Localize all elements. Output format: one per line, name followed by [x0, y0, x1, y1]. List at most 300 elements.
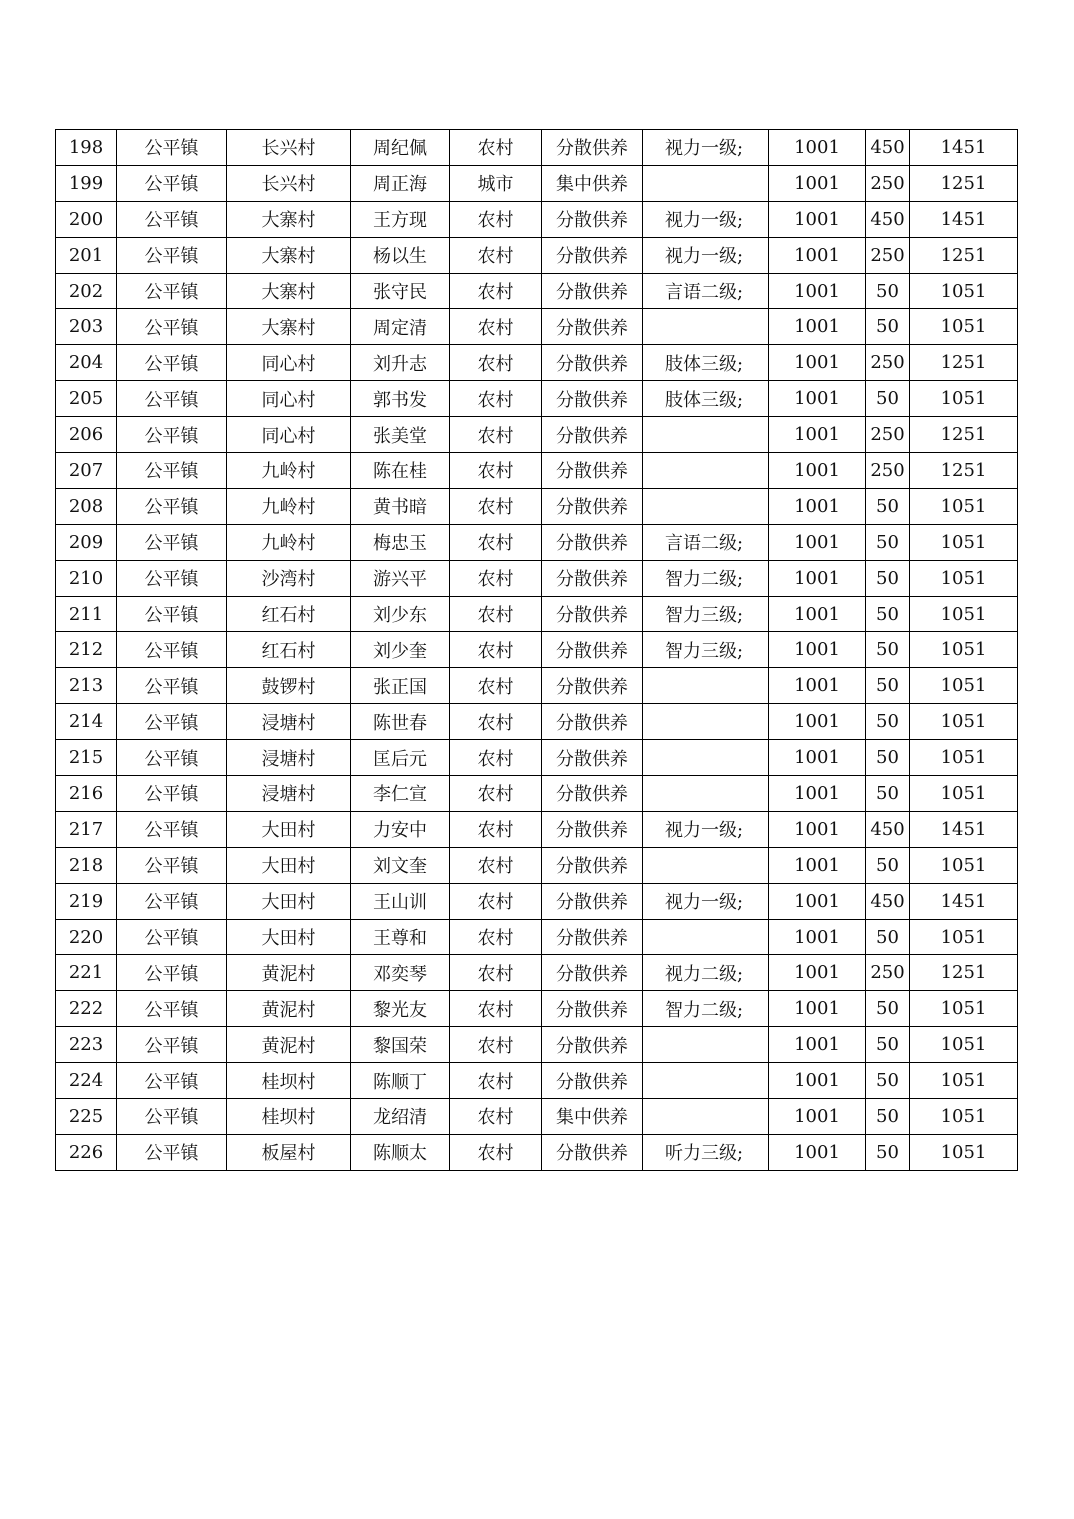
cell-extra-amount: 250 [866, 345, 910, 381]
table-row [56, 453, 1018, 489]
cell-extra-amount: 50 [866, 488, 910, 524]
cell-number: 221 [56, 955, 117, 991]
table-row [56, 237, 1018, 273]
table-row [56, 488, 1018, 524]
cell-disability [643, 776, 769, 812]
table-row [56, 381, 1018, 417]
cell-area-type: 农村 [450, 883, 542, 919]
cell-town: 公平镇 [117, 345, 227, 381]
cell-disability: 视力一级; [643, 811, 769, 847]
cell-disability: 视力二级; [643, 955, 769, 991]
cell-base-amount: 1001 [769, 560, 866, 596]
table-row [56, 847, 1018, 883]
cell-extra-amount: 50 [866, 919, 910, 955]
cell-area-type: 农村 [450, 130, 542, 166]
cell-support-type: 分散供养 [542, 488, 643, 524]
cell-town: 公平镇 [117, 453, 227, 489]
cell-extra-amount: 50 [866, 704, 910, 740]
cell-name: 张正国 [351, 668, 450, 704]
cell-total-amount: 1051 [910, 524, 1018, 560]
cell-total-amount: 1051 [910, 632, 1018, 668]
cell-base-amount: 1001 [769, 1027, 866, 1063]
cell-base-amount: 1001 [769, 704, 866, 740]
cell-disability [643, 668, 769, 704]
cell-disability [643, 847, 769, 883]
cell-area-type: 农村 [450, 740, 542, 776]
cell-base-amount: 1001 [769, 130, 866, 166]
cell-base-amount: 1001 [769, 955, 866, 991]
cell-base-amount: 1001 [769, 309, 866, 345]
cell-village: 大田村 [227, 847, 351, 883]
cell-support-type: 分散供养 [542, 632, 643, 668]
cell-disability: 智力三级; [643, 632, 769, 668]
cell-town: 公平镇 [117, 417, 227, 453]
cell-extra-amount: 50 [866, 309, 910, 345]
cell-village: 黄泥村 [227, 991, 351, 1027]
cell-total-amount: 1051 [910, 1134, 1018, 1170]
cell-number: 208 [56, 488, 117, 524]
cell-support-type: 分散供养 [542, 201, 643, 237]
cell-town: 公平镇 [117, 596, 227, 632]
table-row [56, 417, 1018, 453]
cell-number: 225 [56, 1099, 117, 1135]
cell-extra-amount: 250 [866, 165, 910, 201]
cell-support-type: 分散供养 [542, 381, 643, 417]
cell-support-type: 分散供养 [542, 1134, 643, 1170]
cell-number: 217 [56, 811, 117, 847]
cell-base-amount: 1001 [769, 237, 866, 273]
cell-town: 公平镇 [117, 201, 227, 237]
cell-area-type: 农村 [450, 309, 542, 345]
cell-total-amount: 1051 [910, 1063, 1018, 1099]
table-row [56, 776, 1018, 812]
cell-village: 九岭村 [227, 488, 351, 524]
cell-name: 游兴平 [351, 560, 450, 596]
cell-village: 九岭村 [227, 453, 351, 489]
cell-number: 210 [56, 560, 117, 596]
cell-extra-amount: 450 [866, 201, 910, 237]
cell-total-amount: 1051 [910, 668, 1018, 704]
cell-name: 陈顺丁 [351, 1063, 450, 1099]
cell-town: 公平镇 [117, 237, 227, 273]
cell-town: 公平镇 [117, 130, 227, 166]
cell-support-type: 分散供养 [542, 919, 643, 955]
cell-name: 周正海 [351, 165, 450, 201]
cell-total-amount: 1251 [910, 237, 1018, 273]
cell-number: 226 [56, 1134, 117, 1170]
cell-total-amount: 1051 [910, 596, 1018, 632]
cell-total-amount: 1451 [910, 201, 1018, 237]
cell-support-type: 分散供养 [542, 524, 643, 560]
cell-support-type: 集中供养 [542, 1099, 643, 1135]
cell-extra-amount: 50 [866, 776, 910, 812]
table-row [56, 524, 1018, 560]
table-row [56, 1099, 1018, 1135]
cell-village: 大田村 [227, 811, 351, 847]
cell-support-type: 分散供养 [542, 453, 643, 489]
cell-extra-amount: 50 [866, 991, 910, 1027]
cell-base-amount: 1001 [769, 1063, 866, 1099]
cell-disability: 智力二级; [643, 991, 769, 1027]
cell-area-type: 农村 [450, 201, 542, 237]
table-row [56, 560, 1018, 596]
cell-name: 刘少奎 [351, 632, 450, 668]
cell-total-amount: 1051 [910, 309, 1018, 345]
cell-area-type: 农村 [450, 488, 542, 524]
cell-extra-amount: 250 [866, 453, 910, 489]
cell-name: 王山训 [351, 883, 450, 919]
cell-total-amount: 1251 [910, 955, 1018, 991]
cell-village: 浸塘村 [227, 704, 351, 740]
cell-total-amount: 1051 [910, 847, 1018, 883]
cell-disability: 肢体三级; [643, 381, 769, 417]
cell-base-amount: 1001 [769, 883, 866, 919]
cell-area-type: 农村 [450, 1027, 542, 1063]
cell-extra-amount: 50 [866, 847, 910, 883]
cell-disability: 肢体三级; [643, 345, 769, 381]
cell-name: 杨以生 [351, 237, 450, 273]
cell-extra-amount: 250 [866, 237, 910, 273]
cell-number: 207 [56, 453, 117, 489]
cell-name: 刘文奎 [351, 847, 450, 883]
cell-disability [643, 1027, 769, 1063]
cell-area-type: 农村 [450, 381, 542, 417]
cell-name: 匡后元 [351, 740, 450, 776]
cell-extra-amount: 250 [866, 417, 910, 453]
cell-number: 220 [56, 919, 117, 955]
cell-town: 公平镇 [117, 1099, 227, 1135]
cell-name: 王尊和 [351, 919, 450, 955]
cell-base-amount: 1001 [769, 596, 866, 632]
cell-area-type: 农村 [450, 991, 542, 1027]
cell-total-amount: 1051 [910, 1099, 1018, 1135]
cell-number: 203 [56, 309, 117, 345]
table-row [56, 345, 1018, 381]
cell-extra-amount: 50 [866, 560, 910, 596]
cell-disability [643, 453, 769, 489]
cell-support-type: 集中供养 [542, 165, 643, 201]
table-row [56, 704, 1018, 740]
cell-name: 龙绍清 [351, 1099, 450, 1135]
cell-disability: 智力二级; [643, 560, 769, 596]
cell-support-type: 分散供养 [542, 345, 643, 381]
cell-number: 219 [56, 883, 117, 919]
cell-village: 大寨村 [227, 201, 351, 237]
cell-town: 公平镇 [117, 740, 227, 776]
cell-name: 刘少东 [351, 596, 450, 632]
cell-support-type: 分散供养 [542, 776, 643, 812]
cell-base-amount: 1001 [769, 1099, 866, 1135]
cell-village: 桂坝村 [227, 1063, 351, 1099]
cell-number: 201 [56, 237, 117, 273]
cell-support-type: 分散供养 [542, 237, 643, 273]
cell-town: 公平镇 [117, 381, 227, 417]
cell-extra-amount: 50 [866, 1134, 910, 1170]
cell-number: 198 [56, 130, 117, 166]
cell-number: 211 [56, 596, 117, 632]
cell-village: 黄泥村 [227, 1027, 351, 1063]
table-row [56, 273, 1018, 309]
cell-area-type: 农村 [450, 811, 542, 847]
cell-total-amount: 1051 [910, 560, 1018, 596]
cell-number: 223 [56, 1027, 117, 1063]
cell-area-type: 农村 [450, 704, 542, 740]
cell-disability: 智力三级; [643, 596, 769, 632]
cell-base-amount: 1001 [769, 811, 866, 847]
cell-town: 公平镇 [117, 919, 227, 955]
cell-total-amount: 1251 [910, 417, 1018, 453]
cell-number: 205 [56, 381, 117, 417]
cell-support-type: 分散供养 [542, 847, 643, 883]
records-body [56, 130, 1018, 1171]
cell-town: 公平镇 [117, 273, 227, 309]
cell-extra-amount: 50 [866, 632, 910, 668]
table-row [56, 1134, 1018, 1170]
cell-support-type: 分散供养 [542, 1063, 643, 1099]
cell-disability: 言语二级; [643, 273, 769, 309]
cell-area-type: 农村 [450, 524, 542, 560]
cell-disability [643, 1099, 769, 1135]
cell-town: 公平镇 [117, 560, 227, 596]
cell-number: 213 [56, 668, 117, 704]
cell-town: 公平镇 [117, 811, 227, 847]
cell-number: 218 [56, 847, 117, 883]
cell-total-amount: 1451 [910, 883, 1018, 919]
cell-number: 215 [56, 740, 117, 776]
cell-town: 公平镇 [117, 1134, 227, 1170]
cell-disability [643, 165, 769, 201]
cell-village: 鼓锣村 [227, 668, 351, 704]
cell-extra-amount: 50 [866, 273, 910, 309]
cell-village: 同心村 [227, 417, 351, 453]
cell-total-amount: 1451 [910, 130, 1018, 166]
cell-village: 桂坝村 [227, 1099, 351, 1135]
cell-support-type: 分散供养 [542, 704, 643, 740]
cell-area-type: 农村 [450, 1063, 542, 1099]
cell-town: 公平镇 [117, 847, 227, 883]
cell-total-amount: 1051 [910, 273, 1018, 309]
cell-support-type: 分散供养 [542, 955, 643, 991]
cell-village: 大寨村 [227, 237, 351, 273]
cell-base-amount: 1001 [769, 740, 866, 776]
cell-base-amount: 1001 [769, 381, 866, 417]
cell-support-type: 分散供养 [542, 811, 643, 847]
cell-area-type: 农村 [450, 1134, 542, 1170]
cell-name: 王方现 [351, 201, 450, 237]
cell-name: 梅忠玉 [351, 524, 450, 560]
cell-village: 红石村 [227, 632, 351, 668]
table-row [56, 668, 1018, 704]
cell-base-amount: 1001 [769, 668, 866, 704]
cell-name: 邓奕琴 [351, 955, 450, 991]
cell-area-type: 农村 [450, 345, 542, 381]
cell-base-amount: 1001 [769, 273, 866, 309]
cell-area-type: 农村 [450, 847, 542, 883]
cell-base-amount: 1001 [769, 1134, 866, 1170]
cell-area-type: 城市 [450, 165, 542, 201]
cell-extra-amount: 50 [866, 668, 910, 704]
cell-extra-amount: 50 [866, 524, 910, 560]
cell-name: 周纪佩 [351, 130, 450, 166]
cell-extra-amount: 450 [866, 883, 910, 919]
cell-name: 周定清 [351, 309, 450, 345]
cell-disability: 视力一级; [643, 237, 769, 273]
cell-base-amount: 1001 [769, 524, 866, 560]
cell-total-amount: 1051 [910, 919, 1018, 955]
table-row [56, 740, 1018, 776]
cell-name: 张美堂 [351, 417, 450, 453]
cell-disability [643, 417, 769, 453]
cell-extra-amount: 50 [866, 1063, 910, 1099]
cell-disability: 视力一级; [643, 883, 769, 919]
cell-number: 216 [56, 776, 117, 812]
cell-town: 公平镇 [117, 488, 227, 524]
cell-base-amount: 1001 [769, 847, 866, 883]
cell-base-amount: 1001 [769, 453, 866, 489]
cell-area-type: 农村 [450, 919, 542, 955]
cell-area-type: 农村 [450, 560, 542, 596]
cell-support-type: 分散供养 [542, 596, 643, 632]
cell-town: 公平镇 [117, 704, 227, 740]
cell-name: 张守民 [351, 273, 450, 309]
cell-village: 黄泥村 [227, 955, 351, 991]
cell-disability: 视力一级; [643, 130, 769, 166]
cell-total-amount: 1051 [910, 991, 1018, 1027]
cell-village: 浸塘村 [227, 776, 351, 812]
cell-base-amount: 1001 [769, 488, 866, 524]
cell-name: 陈在桂 [351, 453, 450, 489]
cell-support-type: 分散供养 [542, 991, 643, 1027]
table-row [56, 811, 1018, 847]
cell-name: 黎光友 [351, 991, 450, 1027]
table-row [56, 955, 1018, 991]
cell-extra-amount: 50 [866, 1099, 910, 1135]
table-row [56, 165, 1018, 201]
cell-number: 202 [56, 273, 117, 309]
cell-support-type: 分散供养 [542, 668, 643, 704]
cell-base-amount: 1001 [769, 776, 866, 812]
cell-area-type: 农村 [450, 417, 542, 453]
cell-base-amount: 1001 [769, 632, 866, 668]
cell-village: 大寨村 [227, 309, 351, 345]
cell-town: 公平镇 [117, 165, 227, 201]
cell-name: 黄书暗 [351, 488, 450, 524]
cell-village: 同心村 [227, 345, 351, 381]
cell-town: 公平镇 [117, 883, 227, 919]
cell-town: 公平镇 [117, 309, 227, 345]
cell-name: 李仁宣 [351, 776, 450, 812]
cell-area-type: 农村 [450, 668, 542, 704]
cell-support-type: 分散供养 [542, 417, 643, 453]
cell-extra-amount: 50 [866, 740, 910, 776]
cell-village: 浸塘村 [227, 740, 351, 776]
cell-support-type: 分散供养 [542, 560, 643, 596]
cell-town: 公平镇 [117, 955, 227, 991]
cell-village: 大寨村 [227, 273, 351, 309]
cell-village: 长兴村 [227, 165, 351, 201]
cell-base-amount: 1001 [769, 991, 866, 1027]
cell-number: 224 [56, 1063, 117, 1099]
cell-area-type: 农村 [450, 955, 542, 991]
table-row [56, 991, 1018, 1027]
cell-disability [643, 1063, 769, 1099]
cell-village: 红石村 [227, 596, 351, 632]
cell-base-amount: 1001 [769, 919, 866, 955]
cell-area-type: 农村 [450, 632, 542, 668]
cell-total-amount: 1251 [910, 165, 1018, 201]
cell-name: 郭书发 [351, 381, 450, 417]
cell-support-type: 分散供养 [542, 309, 643, 345]
cell-town: 公平镇 [117, 776, 227, 812]
cell-number: 206 [56, 417, 117, 453]
cell-disability [643, 488, 769, 524]
cell-village: 同心村 [227, 381, 351, 417]
cell-town: 公平镇 [117, 1063, 227, 1099]
cell-name: 陈顺太 [351, 1134, 450, 1170]
table-row [56, 883, 1018, 919]
cell-area-type: 农村 [450, 776, 542, 812]
cell-disability: 言语二级; [643, 524, 769, 560]
table-row [56, 130, 1018, 166]
cell-extra-amount: 50 [866, 381, 910, 417]
table-row [56, 596, 1018, 632]
cell-extra-amount: 250 [866, 955, 910, 991]
cell-town: 公平镇 [117, 668, 227, 704]
cell-extra-amount: 50 [866, 596, 910, 632]
cell-name: 力安中 [351, 811, 450, 847]
records-table [55, 129, 1018, 1171]
cell-disability [643, 704, 769, 740]
cell-name: 陈世春 [351, 704, 450, 740]
table-row [56, 1063, 1018, 1099]
cell-total-amount: 1051 [910, 776, 1018, 812]
cell-number: 212 [56, 632, 117, 668]
table-row [56, 632, 1018, 668]
cell-total-amount: 1051 [910, 704, 1018, 740]
cell-name: 刘升志 [351, 345, 450, 381]
cell-disability [643, 740, 769, 776]
cell-number: 222 [56, 991, 117, 1027]
table-row [56, 201, 1018, 237]
cell-support-type: 分散供养 [542, 130, 643, 166]
cell-number: 209 [56, 524, 117, 560]
table-row [56, 1027, 1018, 1063]
cell-total-amount: 1251 [910, 453, 1018, 489]
cell-town: 公平镇 [117, 991, 227, 1027]
cell-support-type: 分散供养 [542, 273, 643, 309]
cell-total-amount: 1051 [910, 488, 1018, 524]
cell-extra-amount: 450 [866, 130, 910, 166]
cell-base-amount: 1001 [769, 345, 866, 381]
cell-village: 大田村 [227, 919, 351, 955]
cell-area-type: 农村 [450, 237, 542, 273]
cell-village: 板屋村 [227, 1134, 351, 1170]
cell-support-type: 分散供养 [542, 883, 643, 919]
cell-village: 长兴村 [227, 130, 351, 166]
cell-area-type: 农村 [450, 453, 542, 489]
cell-village: 九岭村 [227, 524, 351, 560]
cell-town: 公平镇 [117, 632, 227, 668]
cell-disability: 听力三级; [643, 1134, 769, 1170]
cell-disability [643, 919, 769, 955]
cell-total-amount: 1051 [910, 740, 1018, 776]
cell-area-type: 农村 [450, 596, 542, 632]
cell-total-amount: 1051 [910, 381, 1018, 417]
cell-number: 200 [56, 201, 117, 237]
cell-area-type: 农村 [450, 273, 542, 309]
cell-town: 公平镇 [117, 1027, 227, 1063]
cell-number: 214 [56, 704, 117, 740]
